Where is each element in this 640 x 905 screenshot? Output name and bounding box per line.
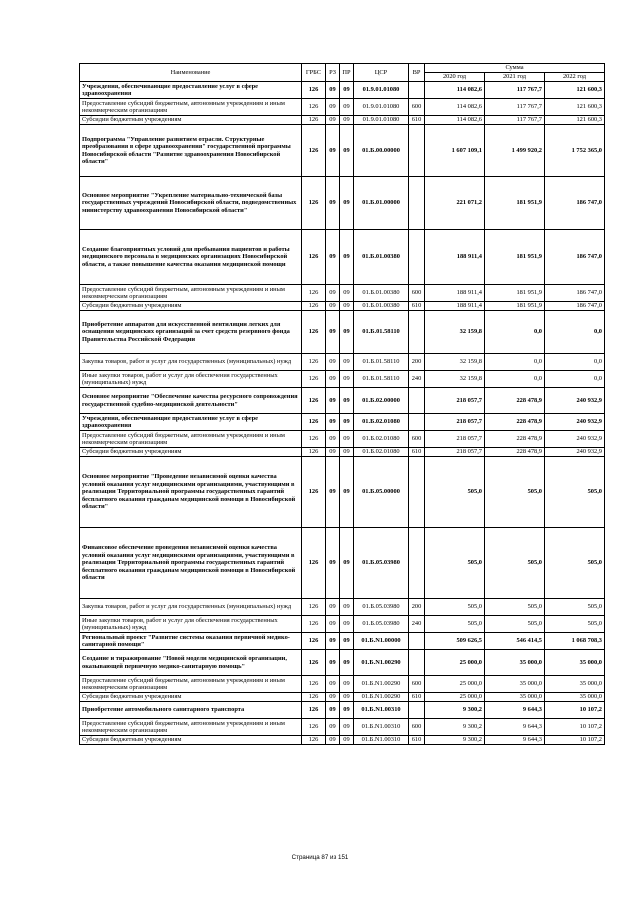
cell-vr: 200 (409, 599, 425, 616)
cell-pr: 09 (340, 311, 354, 354)
cell-2022: 505,0 (545, 528, 605, 599)
cell-name: Создание и тиражирование "Новой модели медицинской организации, оказывающей первичную медико-санитарную помощь" (80, 650, 302, 676)
cell-pr: 09 (340, 99, 354, 116)
cell-grbs: 126 (302, 633, 326, 650)
cell-pr: 09 (340, 230, 354, 285)
cell-csr: 01.Б.N1.00290 (354, 676, 409, 693)
table-row (80, 528, 605, 599)
cell-name: Основное мероприятие "Укрепление материально-технической базы государственных учреждений Новосибирской области, подведомственных министерству здравоохранения Новосибирской области" (80, 177, 302, 230)
cell-pr: 09 (340, 448, 354, 457)
table-row (80, 736, 605, 745)
cell-vr (409, 528, 425, 599)
cell-csr: 01.Б.05.00000 (354, 457, 409, 528)
table-row (80, 302, 605, 311)
cell-vr (409, 702, 425, 719)
cell-2020: 188 911,4 (425, 230, 485, 285)
cell-vr (409, 414, 425, 431)
cell-pr: 09 (340, 676, 354, 693)
cell-2021: 0,0 (485, 354, 545, 371)
cell-2022: 240 932,9 (545, 414, 605, 431)
table-row (80, 650, 605, 676)
cell-csr: 01.Б.00.00000 (354, 125, 409, 177)
cell-2022: 186 747,0 (545, 230, 605, 285)
cell-csr: 01.Б.01.58110 (354, 311, 409, 354)
cell-2021: 181 951,9 (485, 302, 545, 311)
cell-2022: 0,0 (545, 311, 605, 354)
cell-rz: 09 (326, 177, 340, 230)
cell-grbs: 126 (302, 448, 326, 457)
cell-pr: 09 (340, 388, 354, 414)
header-sum: Сумма (425, 64, 605, 73)
cell-2021: 228 478,9 (485, 431, 545, 448)
cell-2022: 35 000,0 (545, 650, 605, 676)
cell-pr: 09 (340, 302, 354, 311)
cell-2020: 1 607 109,1 (425, 125, 485, 177)
cell-2021: 228 478,9 (485, 388, 545, 414)
cell-2021: 9 644,3 (485, 736, 545, 745)
cell-2020: 114 082,6 (425, 116, 485, 125)
cell-2021: 228 478,9 (485, 448, 545, 457)
cell-pr: 09 (340, 736, 354, 745)
table-body (80, 82, 605, 745)
cell-2020: 9 300,2 (425, 736, 485, 745)
cell-name: Основное мероприятие "Проведение независимой оценки качества условий оказания услуг медицинскими организациями, участвующими в реализации Территориальной программы государственных гарантий бесплатного оказания гражданам медицинской помощи в Новосибирской области" (80, 457, 302, 528)
cell-csr: 01.Б.01.00380 (354, 302, 409, 311)
cell-csr: 01.9.01.01080 (354, 99, 409, 116)
cell-grbs: 126 (302, 693, 326, 702)
cell-name: Предоставление субсидий бюджетным, автономным учреждениям и иным некоммерческим организациям (80, 99, 302, 116)
cell-2022: 240 932,9 (545, 448, 605, 457)
cell-vr (409, 177, 425, 230)
cell-2020: 509 626,5 (425, 633, 485, 650)
cell-vr (409, 650, 425, 676)
cell-2020: 9 300,2 (425, 719, 485, 736)
cell-vr (409, 82, 425, 99)
cell-2021: 546 414,5 (485, 633, 545, 650)
cell-pr: 09 (340, 616, 354, 633)
table-row (80, 230, 605, 285)
cell-grbs: 126 (302, 177, 326, 230)
table-row (80, 388, 605, 414)
table-row (80, 116, 605, 125)
cell-vr (409, 125, 425, 177)
table-row (80, 414, 605, 431)
cell-2021: 505,0 (485, 599, 545, 616)
cell-vr: 610 (409, 736, 425, 745)
table-row (80, 311, 605, 354)
cell-pr: 09 (340, 633, 354, 650)
cell-pr: 09 (340, 354, 354, 371)
cell-pr: 09 (340, 82, 354, 99)
cell-name: Учреждения, обеспечивающие предоставление услуг в сфере здравоохранения (80, 414, 302, 431)
cell-2020: 505,0 (425, 599, 485, 616)
cell-vr: 240 (409, 371, 425, 388)
cell-grbs: 126 (302, 414, 326, 431)
cell-2022: 121 600,3 (545, 82, 605, 99)
cell-csr: 01.Б.01.58110 (354, 371, 409, 388)
cell-2021: 0,0 (485, 311, 545, 354)
cell-rz: 09 (326, 354, 340, 371)
cell-2020: 9 300,2 (425, 702, 485, 719)
cell-name: Закупка товаров, работ и услуг для государственных (муниципальных) нужд (80, 599, 302, 616)
cell-grbs: 126 (302, 285, 326, 302)
cell-rz: 09 (326, 388, 340, 414)
cell-2022: 35 000,0 (545, 676, 605, 693)
cell-2022: 505,0 (545, 599, 605, 616)
cell-pr: 09 (340, 528, 354, 599)
cell-csr: 01.9.01.01080 (354, 116, 409, 125)
cell-2022: 10 107,2 (545, 702, 605, 719)
cell-2020: 25 000,0 (425, 650, 485, 676)
cell-grbs: 126 (302, 371, 326, 388)
cell-2020: 25 000,0 (425, 693, 485, 702)
cell-2022: 505,0 (545, 616, 605, 633)
cell-rz: 09 (326, 414, 340, 431)
cell-vr: 240 (409, 616, 425, 633)
cell-vr (409, 230, 425, 285)
cell-2021: 117 767,7 (485, 116, 545, 125)
header-grbs: ГРБС (302, 64, 326, 82)
cell-vr: 600 (409, 676, 425, 693)
cell-2021: 181 951,9 (485, 230, 545, 285)
cell-grbs: 126 (302, 354, 326, 371)
cell-2021: 35 000,0 (485, 693, 545, 702)
cell-rz: 09 (326, 736, 340, 745)
cell-2020: 218 057,7 (425, 414, 485, 431)
header-year-2022: 2022 год (545, 73, 605, 82)
cell-pr: 09 (340, 116, 354, 125)
cell-rz: 09 (326, 676, 340, 693)
cell-2021: 9 644,3 (485, 702, 545, 719)
cell-rz: 09 (326, 719, 340, 736)
cell-vr: 610 (409, 693, 425, 702)
cell-2022: 0,0 (545, 354, 605, 371)
cell-2022: 121 600,3 (545, 116, 605, 125)
cell-rz: 09 (326, 599, 340, 616)
cell-name: Субсидии бюджетным учреждениям (80, 736, 302, 745)
cell-rz: 09 (326, 99, 340, 116)
cell-2020: 114 082,6 (425, 82, 485, 99)
cell-pr: 09 (340, 693, 354, 702)
header-vr: ВР (409, 64, 425, 82)
cell-csr: 01.Б.N1.00290 (354, 693, 409, 702)
cell-2020: 188 911,4 (425, 302, 485, 311)
header-year-2021: 2021 год (485, 73, 545, 82)
cell-rz: 09 (326, 448, 340, 457)
cell-vr (409, 633, 425, 650)
cell-2021: 505,0 (485, 616, 545, 633)
cell-2022: 186 747,0 (545, 285, 605, 302)
table-row (80, 633, 605, 650)
cell-name: Региональный проект "Развитие системы оказания первичной медико-санитарной помощи" (80, 633, 302, 650)
cell-2022: 121 600,3 (545, 99, 605, 116)
cell-rz: 09 (326, 371, 340, 388)
cell-2020: 218 057,7 (425, 448, 485, 457)
table-row (80, 285, 605, 302)
cell-pr: 09 (340, 431, 354, 448)
table-row (80, 719, 605, 736)
cell-name: Предоставление субсидий бюджетным, автономным учреждениям и иным некоммерческим организациям (80, 676, 302, 693)
cell-grbs: 126 (302, 528, 326, 599)
cell-rz: 09 (326, 116, 340, 125)
cell-grbs: 126 (302, 702, 326, 719)
cell-2021: 181 951,9 (485, 177, 545, 230)
cell-name: Иные закупки товаров, работ и услуг для обеспечения государственных (муниципальных) нужд (80, 616, 302, 633)
cell-2020: 505,0 (425, 528, 485, 599)
cell-rz: 09 (326, 302, 340, 311)
header-csr: ЦСР (354, 64, 409, 82)
cell-grbs: 126 (302, 230, 326, 285)
cell-name: Предоставление субсидий бюджетным, автономным учреждениям и иным некоммерческим организациям (80, 431, 302, 448)
cell-csr: 01.Б.02.01080 (354, 431, 409, 448)
table-row (80, 693, 605, 702)
cell-name: Субсидии бюджетным учреждениям (80, 116, 302, 125)
cell-name: Создание благоприятных условий для пребывания пациентов и работы медицинского персонала в медицинских организациях Новосибирской области, а также повышение качества оказания медицинской помощи (80, 230, 302, 285)
cell-csr: 01.Б.02.01080 (354, 414, 409, 431)
cell-2020: 505,0 (425, 616, 485, 633)
cell-rz: 09 (326, 285, 340, 302)
header-rz: РЗ (326, 64, 340, 82)
header-pr: ПР (340, 64, 354, 82)
cell-csr: 01.Б.01.58110 (354, 354, 409, 371)
table-row (80, 354, 605, 371)
cell-rz: 09 (326, 431, 340, 448)
cell-vr: 610 (409, 302, 425, 311)
cell-2022: 186 747,0 (545, 302, 605, 311)
table-row (80, 371, 605, 388)
cell-pr: 09 (340, 650, 354, 676)
header-name: Наименование (80, 64, 302, 82)
table-row (80, 457, 605, 528)
table-row (80, 676, 605, 693)
cell-2022: 10 107,2 (545, 736, 605, 745)
cell-csr: 01.Б.N1.00310 (354, 719, 409, 736)
cell-csr: 01.Б.01.00000 (354, 177, 409, 230)
cell-2022: 1 752 365,0 (545, 125, 605, 177)
table-row (80, 702, 605, 719)
cell-pr: 09 (340, 719, 354, 736)
cell-2021: 35 000,0 (485, 650, 545, 676)
cell-rz: 09 (326, 650, 340, 676)
cell-grbs: 126 (302, 116, 326, 125)
cell-pr: 09 (340, 457, 354, 528)
cell-grbs: 126 (302, 99, 326, 116)
cell-grbs: 126 (302, 599, 326, 616)
cell-2020: 188 911,4 (425, 285, 485, 302)
cell-name: Субсидии бюджетным учреждениям (80, 693, 302, 702)
cell-vr: 610 (409, 116, 425, 125)
table-row (80, 616, 605, 633)
cell-2022: 240 932,9 (545, 431, 605, 448)
cell-vr: 200 (409, 354, 425, 371)
budget-table (79, 63, 605, 745)
cell-2021: 181 951,9 (485, 285, 545, 302)
cell-name: Подпрограмма "Управление развитием отрасли. Структурные преобразования в сфере здравоохранения" государственной программы Новосибирской области "Развитие здравоохранения Новосибирской области" (80, 125, 302, 177)
cell-vr (409, 457, 425, 528)
cell-rz: 09 (326, 616, 340, 633)
cell-vr: 600 (409, 285, 425, 302)
cell-2022: 10 107,2 (545, 719, 605, 736)
cell-name: Закупка товаров, работ и услуг для государственных (муниципальных) нужд (80, 354, 302, 371)
cell-vr (409, 311, 425, 354)
header-year-2020: 2020 год (425, 73, 485, 82)
cell-rz: 09 (326, 230, 340, 285)
cell-vr: 610 (409, 448, 425, 457)
cell-2021: 117 767,7 (485, 99, 545, 116)
cell-pr: 09 (340, 414, 354, 431)
cell-rz: 09 (326, 528, 340, 599)
cell-rz: 09 (326, 693, 340, 702)
cell-2021: 1 499 920,2 (485, 125, 545, 177)
cell-csr: 01.9.01.01080 (354, 82, 409, 99)
cell-vr: 600 (409, 431, 425, 448)
cell-grbs: 126 (302, 125, 326, 177)
cell-2021: 35 000,0 (485, 676, 545, 693)
cell-pr: 09 (340, 371, 354, 388)
cell-2020: 32 159,8 (425, 354, 485, 371)
cell-vr: 600 (409, 719, 425, 736)
table-row (80, 599, 605, 616)
cell-vr (409, 388, 425, 414)
cell-grbs: 126 (302, 736, 326, 745)
cell-csr: 01.Б.N1.00000 (354, 633, 409, 650)
cell-grbs: 126 (302, 388, 326, 414)
cell-grbs: 126 (302, 650, 326, 676)
cell-name: Финансовое обеспечение проведения независимой оценки качества условий оказания услуг медицинскими организациями, участвующими в реализации Территориальной программы государственных гарантий бесплатного оказания гражданам медицинской помощи в Новосибирской области (80, 528, 302, 599)
cell-2021: 9 644,3 (485, 719, 545, 736)
cell-grbs: 126 (302, 719, 326, 736)
cell-csr: 01.Б.01.00380 (354, 285, 409, 302)
cell-grbs: 126 (302, 676, 326, 693)
cell-grbs: 126 (302, 302, 326, 311)
cell-csr: 01.Б.02.01080 (354, 448, 409, 457)
cell-grbs: 126 (302, 82, 326, 99)
cell-2022: 35 000,0 (545, 693, 605, 702)
cell-2020: 25 000,0 (425, 676, 485, 693)
cell-name: Субсидии бюджетным учреждениям (80, 302, 302, 311)
cell-name: Основное мероприятие "Обеспечение качества ресурсного сопровождения государственной судебно-медицинской деятельности" (80, 388, 302, 414)
cell-csr: 01.Б.01.00380 (354, 230, 409, 285)
cell-2020: 32 159,8 (425, 371, 485, 388)
cell-2020: 221 071,2 (425, 177, 485, 230)
cell-rz: 09 (326, 702, 340, 719)
cell-grbs: 126 (302, 616, 326, 633)
cell-rz: 09 (326, 125, 340, 177)
cell-2020: 218 057,7 (425, 388, 485, 414)
table-row (80, 125, 605, 177)
cell-grbs: 126 (302, 431, 326, 448)
cell-2021: 228 478,9 (485, 414, 545, 431)
cell-name: Субсидии бюджетным учреждениям (80, 448, 302, 457)
cell-name: Учреждения, обеспечивающие предоставление услуг в сфере здравоохранения (80, 82, 302, 99)
cell-2022: 240 932,9 (545, 388, 605, 414)
cell-2022: 186 747,0 (545, 177, 605, 230)
cell-2021: 0,0 (485, 371, 545, 388)
cell-2021: 505,0 (485, 528, 545, 599)
table-row (80, 431, 605, 448)
cell-csr: 01.Б.N1.00290 (354, 650, 409, 676)
cell-grbs: 126 (302, 311, 326, 354)
cell-pr: 09 (340, 177, 354, 230)
cell-2022: 505,0 (545, 457, 605, 528)
cell-rz: 09 (326, 457, 340, 528)
cell-csr: 01.Б.05.03980 (354, 616, 409, 633)
cell-name: Предоставление субсидий бюджетным, автономным учреждениям и иным некоммерческим организациям (80, 719, 302, 736)
cell-rz: 09 (326, 633, 340, 650)
cell-2020: 505,0 (425, 457, 485, 528)
table-row (80, 177, 605, 230)
page-number: Страница 87 из 151 (291, 854, 349, 861)
cell-name: Приобретение автомобильного санитарного транспорта (80, 702, 302, 719)
cell-csr: 01.Б.05.03980 (354, 528, 409, 599)
table-row (80, 448, 605, 457)
cell-rz: 09 (326, 82, 340, 99)
cell-pr: 09 (340, 285, 354, 302)
cell-csr: 01.Б.N1.00310 (354, 736, 409, 745)
cell-name: Иные закупки товаров, работ и услуг для обеспечения государственных (муниципальных) нужд (80, 371, 302, 388)
cell-vr: 600 (409, 99, 425, 116)
cell-2021: 117 767,7 (485, 82, 545, 99)
cell-2022: 0,0 (545, 371, 605, 388)
cell-csr: 01.Б.02.00000 (354, 388, 409, 414)
table-row (80, 82, 605, 99)
cell-pr: 09 (340, 599, 354, 616)
cell-grbs: 126 (302, 457, 326, 528)
cell-csr: 01.Б.05.03980 (354, 599, 409, 616)
cell-2020: 218 057,7 (425, 431, 485, 448)
table-row (80, 99, 605, 116)
table-header (80, 64, 605, 82)
cell-csr: 01.Б.N1.00310 (354, 702, 409, 719)
cell-name: Предоставление субсидий бюджетным, автономным учреждениям и иным некоммерческим организациям (80, 285, 302, 302)
cell-2021: 505,0 (485, 457, 545, 528)
cell-pr: 09 (340, 125, 354, 177)
cell-2020: 114 082,6 (425, 99, 485, 116)
cell-2022: 1 068 708,3 (545, 633, 605, 650)
cell-pr: 09 (340, 702, 354, 719)
cell-rz: 09 (326, 311, 340, 354)
cell-name: Приобретение аппаратов для искусственной вентиляции легких для оснащения медицинских организаций за счет средств резервного фонда Правительства Российской Федерации (80, 311, 302, 354)
cell-2020: 32 159,8 (425, 311, 485, 354)
